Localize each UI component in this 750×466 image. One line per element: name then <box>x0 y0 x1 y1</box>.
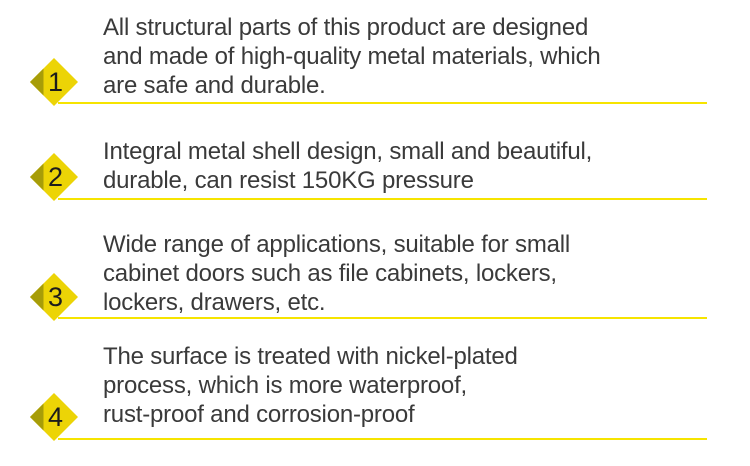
feature-3-underline <box>58 317 707 319</box>
feature-text-line: durable, can resist 150KG pressure <box>103 167 474 194</box>
feature-4-badge <box>29 392 79 442</box>
feature-text-line: Integral metal shell design, small and beautiful, <box>103 138 593 165</box>
feature-text-line: process, which is more waterproof, <box>103 372 468 399</box>
feature-3-text <box>103 230 723 317</box>
feature-text-line: The surface is treated with nickel-plated <box>103 343 518 370</box>
feature-1-underline <box>58 102 707 104</box>
feature-text-line: Wide range of applications, suitable for small <box>103 231 571 258</box>
feature-text-line: are safe and durable. <box>103 72 326 99</box>
feature-number: 3 <box>47 281 64 312</box>
feature-number: 4 <box>47 401 64 432</box>
feature-number: 1 <box>47 66 64 97</box>
feature-text-line: and made of high-quality metal materials, which <box>103 43 601 70</box>
feature-2-underline <box>58 198 707 200</box>
feature-1-text <box>103 13 723 100</box>
feature-number: 2 <box>47 161 64 192</box>
feature-2-badge <box>29 152 79 202</box>
feature-4-underline <box>58 438 707 440</box>
feature-text-line: All structural parts of this product are designed <box>103 14 589 41</box>
feature-text-line: lockers, drawers, etc. <box>103 289 326 316</box>
feature-text-line: cabinet doors such as file cabinets, lockers, <box>103 260 557 287</box>
feature-1-badge <box>29 57 79 107</box>
feature-2-text <box>103 137 723 195</box>
feature-text-line: rust-proof and corrosion-proof <box>103 401 415 428</box>
feature-3-badge <box>29 272 79 322</box>
feature-4-text <box>103 342 723 429</box>
